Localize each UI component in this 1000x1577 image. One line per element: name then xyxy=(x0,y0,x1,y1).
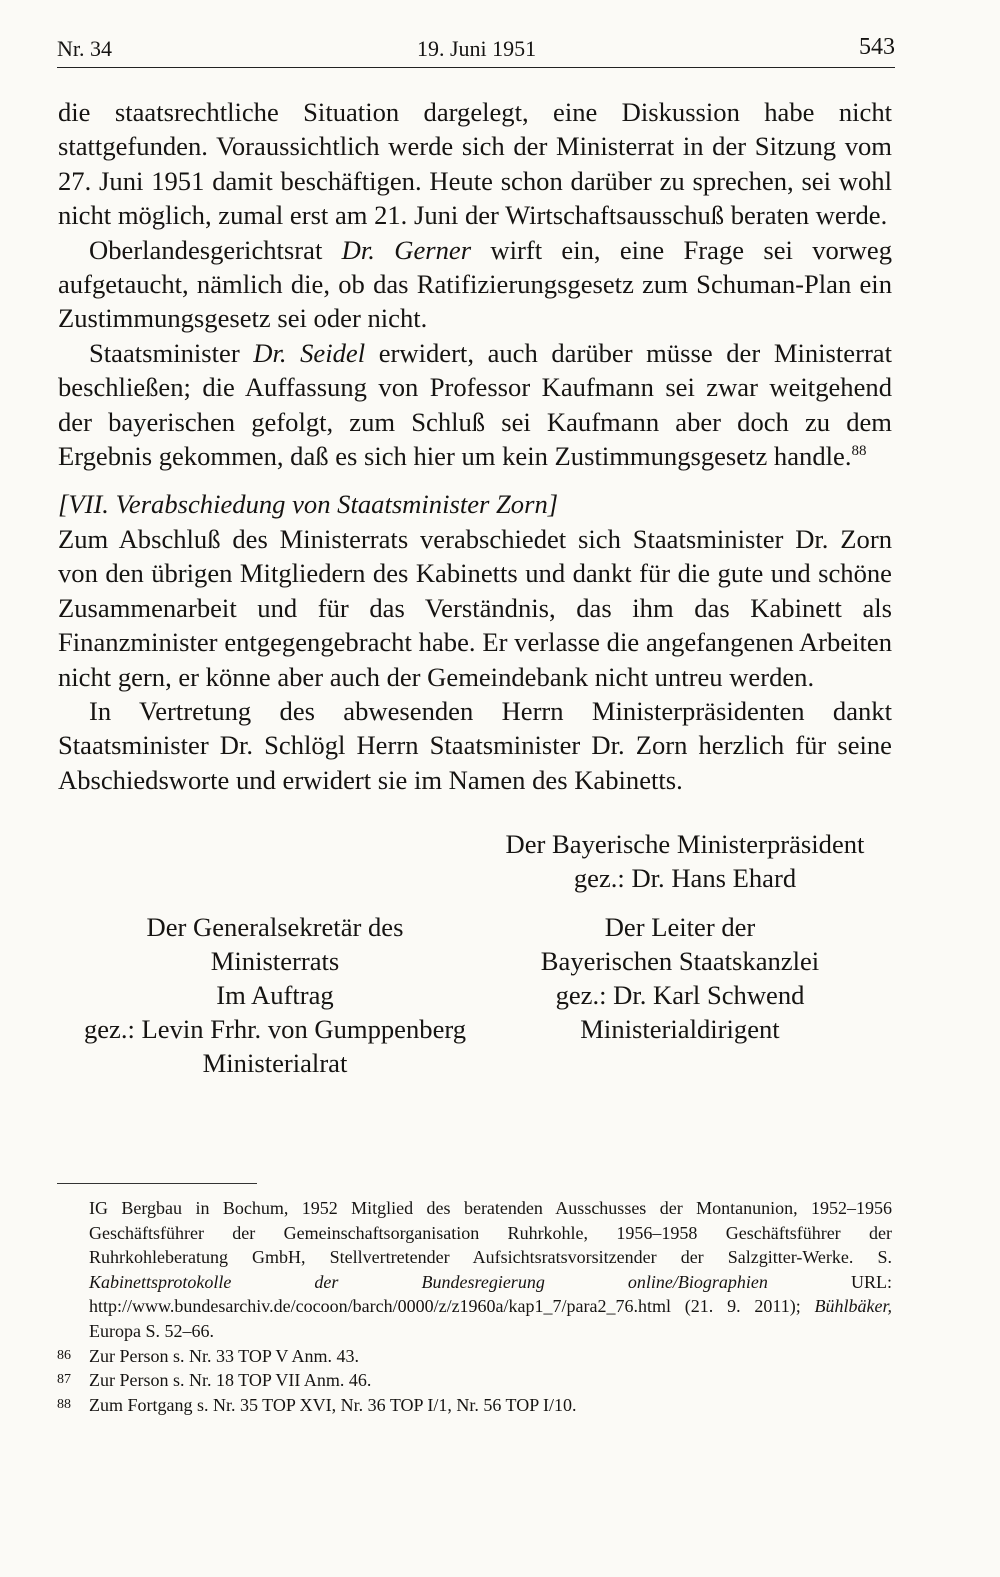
footnote-text: Zur Person s. Nr. 33 TOP V Anm. 43. xyxy=(89,1345,360,1366)
paragraph-3 xyxy=(58,336,892,474)
page-number: 543 xyxy=(859,34,895,60)
footnote-rule xyxy=(57,1183,257,1184)
paragraph-4: Zum Abschluß des Ministerrats verabschiedet sich Staatsminister Dr. Zorn von den übrigen Mitgliedern des Kabinetts und dankt für die gute und schöne Zusammenarbeit und für das Verständnis, das ihm das Kabinett als Finanzminister entgegengebracht habe. Er verlasse die angefangenen Arbeiten nicht gern, er könne aber auch der Gemeindebank nicht untreu werden. xyxy=(58,523,892,692)
section-heading-text: [VII. Verabschiedung von Staatsminister Zorn] xyxy=(58,489,559,520)
footnote-text: IG Bergbau in Bochum, 1952 Mitglied des beratenden Ausschusses der Montanunion, 1952–1956 Geschäftsführer der Gemeinschaftsorganisation Ruhrkohle, 1956–1958 Geschäftsführer der Ruhrkohleberatung GmbH, Stellvertretender Aufsichtsratsvorsitzender der Salzgitter-Werke. S. xyxy=(89,1198,892,1268)
footnote-88 xyxy=(57,1393,892,1418)
footnote-87 xyxy=(57,1368,892,1393)
paragraph-2 xyxy=(58,233,892,336)
signature-block-staatskanzlei xyxy=(520,910,840,1046)
signature-line: gez.: Dr. Karl Schwend xyxy=(555,980,805,1010)
signature-line: Bayerischen Staatskanzlei xyxy=(540,946,820,976)
main-text xyxy=(58,95,892,797)
signature-line: Im Auftrag xyxy=(216,980,334,1010)
footnote-text: Zur Person s. Nr. 18 TOP VII Anm. 46. xyxy=(89,1370,372,1391)
footnote-number: 87 xyxy=(57,1372,71,1388)
footnotes xyxy=(57,1196,892,1417)
footnote-number: 88 xyxy=(57,1396,71,1412)
signature-line: gez.: Dr. Hans Ehard xyxy=(573,863,797,893)
footnote-continuation xyxy=(57,1196,892,1344)
paragraph-2-text: wirft ein, eine Frage sei vorweg aufgetaucht, nämlich die, ob das Ratifizierungsgesetz zum Schuman-Plan ein Zustimmungsgesetz sei oder nicht. xyxy=(58,234,892,334)
signature-line: Der Bayerische Ministerpräsident xyxy=(505,829,865,859)
signature-line: Ministerialdirigent xyxy=(580,1014,780,1044)
section-heading xyxy=(58,487,892,521)
signature-block-generalsekretaer xyxy=(40,910,510,1080)
paragraph-2-lead: Oberlandesgerichtsrat xyxy=(89,234,342,265)
header-date: 19. Juni 1951 xyxy=(417,36,537,61)
speaker-name-gerner: Dr. Gerner xyxy=(341,234,472,265)
footnote-86 xyxy=(57,1344,892,1369)
signature-line: Der Leiter der xyxy=(604,912,756,942)
speaker-name-seidel: Dr. Seidel xyxy=(253,337,366,368)
paragraph-3-lead: Staatsminister xyxy=(89,337,254,368)
paragraph-3-text: erwidert, auch darüber müsse der Ministerrat beschließen; die Auffassung von Professor Kaufmann sei zwar weitgehend der bayerischen gefolgt, zum Schluß sei Kaufmann aber doch zu dem Ergebnis gekommen, daß es sich hier um kein Zustimmungsgesetz handle. xyxy=(58,337,892,472)
footnote-text: Zum Fortgang s. Nr. 35 TOP XVI, Nr. 36 TOP I/1, Nr. 56 TOP I/10. xyxy=(89,1394,577,1415)
signature-line: gez.: Levin Frhr. von Gumppenberg xyxy=(83,1014,467,1044)
paragraph-1: die staatsrechtliche Situation dargelegt, eine Diskussion habe nicht stattgefunden. Voraussichtlich werde sich der Ministerrat in der Sitzung vom 27. Juni 1951 damit beschäftigen. Heute schon darüber zu sprechen, sei wohl nicht möglich, zumal erst am 21. Juni der Wirtschaftsausschuß beraten werde. xyxy=(58,97,892,231)
header-rule xyxy=(57,67,895,68)
running-header xyxy=(57,36,895,66)
header-issue-number: Nr. 34 xyxy=(57,36,112,61)
signature-line: Der Generalsekretär des xyxy=(146,912,404,942)
signature-line: Ministerialrat xyxy=(202,1048,348,1078)
signature-line: Ministerrats xyxy=(210,946,340,976)
footnote-url: URL: http://www.bundesarchiv.de/cocoon/barch/0000/z/z1960a/kap1_7/para2_76.html (21. 9. 2011); xyxy=(89,1271,892,1317)
footnote-text-end: Europa S. 52–66. xyxy=(89,1320,214,1341)
signature-block-ministerpraesident xyxy=(480,827,890,895)
paragraph-5: In Vertretung des abwesenden Herrn Ministerpräsidenten dankt Staatsminister Dr. Schlögl Herrn Staatsminister Dr. Zorn herzlich für seine Abschiedsworte und erwidert sie im Namen des Kabinetts. xyxy=(58,695,892,795)
footnote-number: 86 xyxy=(57,1347,71,1363)
footnote-author: Bühlbäker, xyxy=(814,1296,892,1317)
footnote-source-title: Kabinettsprotokolle der Bundesregierung online/Biographien xyxy=(89,1271,768,1292)
footnote-ref-88: 88 xyxy=(851,443,867,460)
